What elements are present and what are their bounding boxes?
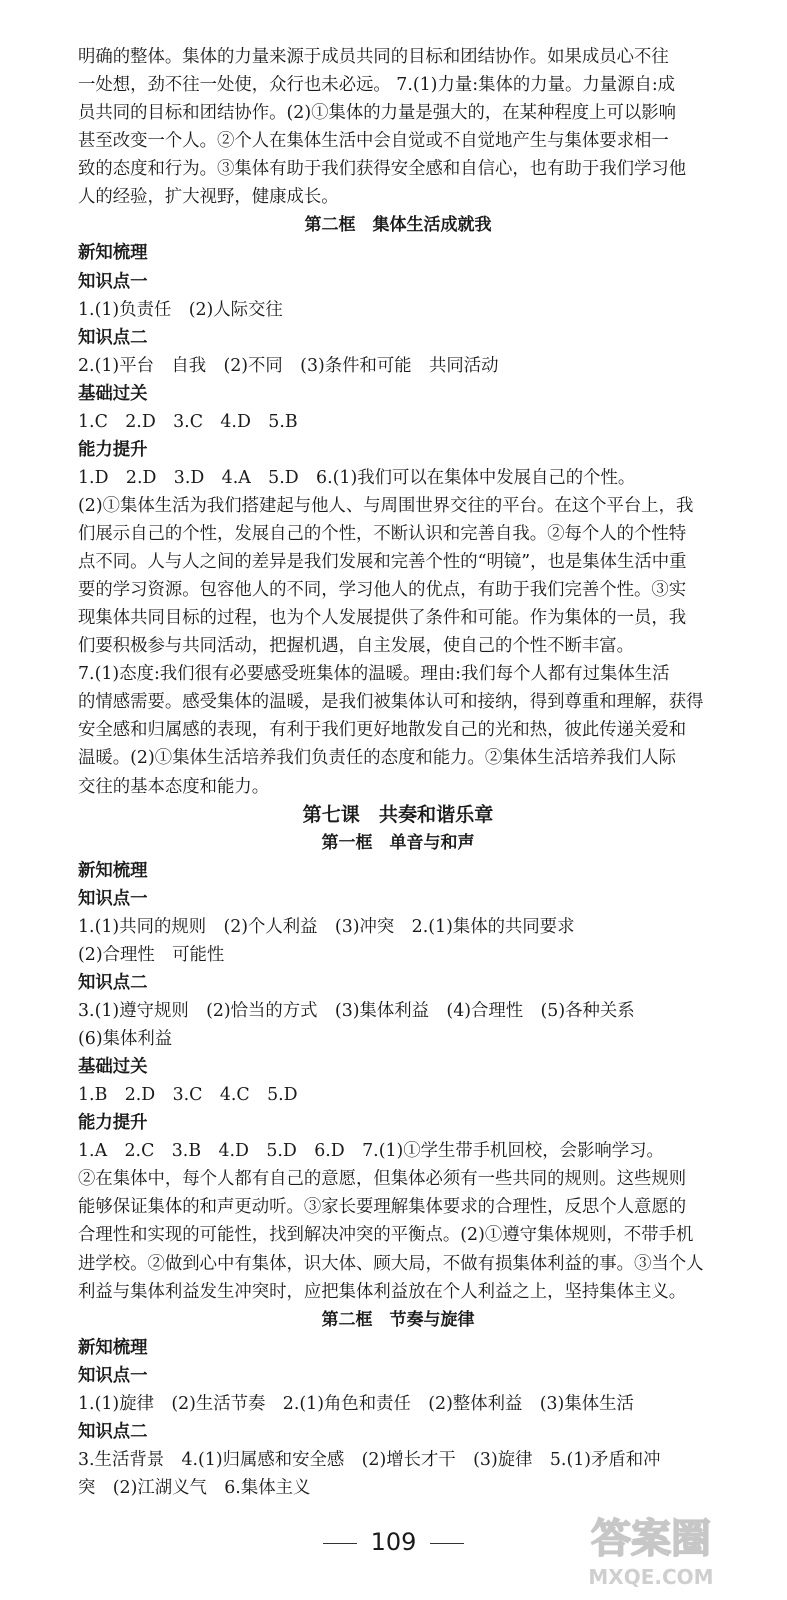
heading-new-knowledge: 新知梳理 <box>78 1337 148 1358</box>
answer-line: 2.(1)平台 自我 (2)不同 (3)条件和可能 共同活动 <box>78 355 499 376</box>
heading-point-1: 知识点一 <box>78 1365 148 1386</box>
answer-line: 们要积极参与共同活动，把握机遇，自主发展，使自己的个性不断丰富。 <box>78 636 634 657</box>
answer-line: 1.C 2.D 3.C 4.D 5.B <box>78 411 298 432</box>
paragraph-line: 致的态度和行为。③集体有助于我们获得安全感和自信心，也有助于我们学习他 <box>78 159 687 180</box>
answer-line: 现集体共同目标的过程，也为个人发展提供了条件和可能。作为集体的一员，我 <box>78 608 687 629</box>
paragraph-line: 一处想，劲不往一处使，众行也未必远。 7.(1)力量:集体的力量。力量源自:成 <box>78 75 676 96</box>
paragraph-line: 员共同的目标和团结协作。(2)①集体的力量是强大的，在某种程度上可以影响 <box>78 103 676 124</box>
answer-line: 7.(1)态度:我们很有必要感受班集体的温暖。理由:我们每个人都有过集体生活 <box>78 664 670 685</box>
dash-right <box>430 1543 464 1544</box>
paragraph-line: 人的经验，扩大视野，健康成长。 <box>78 187 339 208</box>
page-number-text: 109 <box>370 1528 417 1556</box>
heading-point-2: 知识点二 <box>78 327 148 348</box>
answer-line: 利益与集体利益发生冲突时，应把集体利益放在个人利益之上，坚持集体主义。 <box>78 1281 687 1302</box>
answer-line: 1.D 2.D 3.D 4.A 5.D 6.(1)我们可以在集体中发展自己的个性。 <box>78 467 636 488</box>
heading-new-knowledge: 新知梳理 <box>78 243 148 264</box>
answer-line: 安全感和归属感的表现，有利于我们更好地散发自己的光和热，彼此传递关爱和 <box>78 720 687 741</box>
watermark-url: MXQE.COM <box>588 1565 714 1589</box>
paragraph-line: 甚至改变一个人。②个人在集体生活中会自觉或不自觉地产生与集体要求相一 <box>78 131 669 152</box>
answer-line: 温暖。(2)①集体生活培养我们负责任的态度和能力。②集体生活培养我们人际 <box>78 748 676 769</box>
dash-left <box>323 1543 357 1544</box>
paragraph-line: 明确的整体。集体的力量来源于成员共同的目标和团结协作。如果成员心不往 <box>78 47 669 67</box>
watermark-chars: 答案圈 <box>591 1516 711 1562</box>
answer-line: 1.B 2.D 3.C 4.C 5.D <box>78 1085 298 1106</box>
answer-line: 1.(1)共同的规则 (2)个人利益 (3)冲突 2.(1)集体的共同要求 <box>78 916 575 937</box>
heading-point-2: 知识点二 <box>78 972 148 993</box>
section-title: 第二框 集体生活成就我 <box>304 215 492 236</box>
heading-point-1: 知识点一 <box>78 888 148 909</box>
heading-ability: 能力提升 <box>78 1113 148 1134</box>
heading-ability: 能力提升 <box>78 439 148 460</box>
heading-basic: 基础过关 <box>78 383 148 404</box>
section-title: 第二框 节奏与旋律 <box>321 1309 475 1330</box>
answer-line: 的情感需要。感受集体的温暖，是我们被集体认可和接纳，得到尊重和理解，获得 <box>78 692 704 713</box>
answer-line: 要的学习资源。包容他人的不同，学习他人的优点，有助于我们完善个性。③实 <box>78 580 687 601</box>
lesson-title: 第七课 共奏和谐乐章 <box>302 803 494 826</box>
answer-line: 能够保证集体的和声更动听。③家长要理解集体要求的合理性，反思个人意愿的 <box>78 1197 687 1218</box>
answer-line: 进学校。②做到心中有集体，识大体、顾大局，不做有损集体利益的事。③当个人 <box>78 1253 704 1274</box>
answer-line: 3.(1)遵守规则 (2)恰当的方式 (3)集体利益 (4)合理性 (5)各种关系 <box>78 1001 635 1021</box>
watermark-logo <box>531 1504 771 1590</box>
heading-point-1: 知识点一 <box>78 271 148 292</box>
answer-line: ②在集体中，每个人都有自己的意愿，但集体必须有一些共同的规则。这些规则 <box>78 1169 687 1190</box>
answer-line: 们展示自己的个性，发展自己的个性，不断认识和完善自我。②每个人的个性特 <box>78 524 687 544</box>
heading-basic: 基础过关 <box>78 1057 148 1078</box>
answer-line: 1.(1)负责任 (2)人际交往 <box>78 299 283 320</box>
heading-point-2: 知识点二 <box>78 1421 148 1442</box>
answer-line: (2)合理性 可能性 <box>78 944 225 965</box>
answer-line: 点不同。人与人之间的差异是我们发展和完善个性的“明镜”，也是集体生活中重 <box>78 552 687 572</box>
heading-new-knowledge: 新知梳理 <box>78 860 148 881</box>
answer-line: 合理性和实现的可能性，找到解决冲突的平衡点。(2)①遵守集体规则，不带手机 <box>78 1225 694 1246</box>
answer-line: 1.A 2.C 3.B 4.D 5.D 6.D 7.(1)①学生带手机回校，会影响学习。 <box>78 1141 664 1162</box>
answer-line: 3.生活背景 4.(1)归属感和安全感 (2)增长才干 (3)旋律 5.(1)矛盾和冲 <box>78 1449 661 1470</box>
answer-line: 1.(1)旋律 (2)生活节奏 2.(1)角色和责任 (2)整体利益 (3)集体生活 <box>78 1393 634 1414</box>
answer-line: (2)①集体生活为我们搭建起与他人、与周围世界交往的平台。在这个平台上，我 <box>78 495 694 516</box>
answer-line: 交往的基本态度和能力。 <box>78 776 270 797</box>
answer-line: (6)集体利益 <box>78 1029 173 1049</box>
section-title: 第一框 单音与和声 <box>321 832 475 853</box>
answer-line: 突 (2)江湖义气 6.集体主义 <box>78 1477 311 1498</box>
